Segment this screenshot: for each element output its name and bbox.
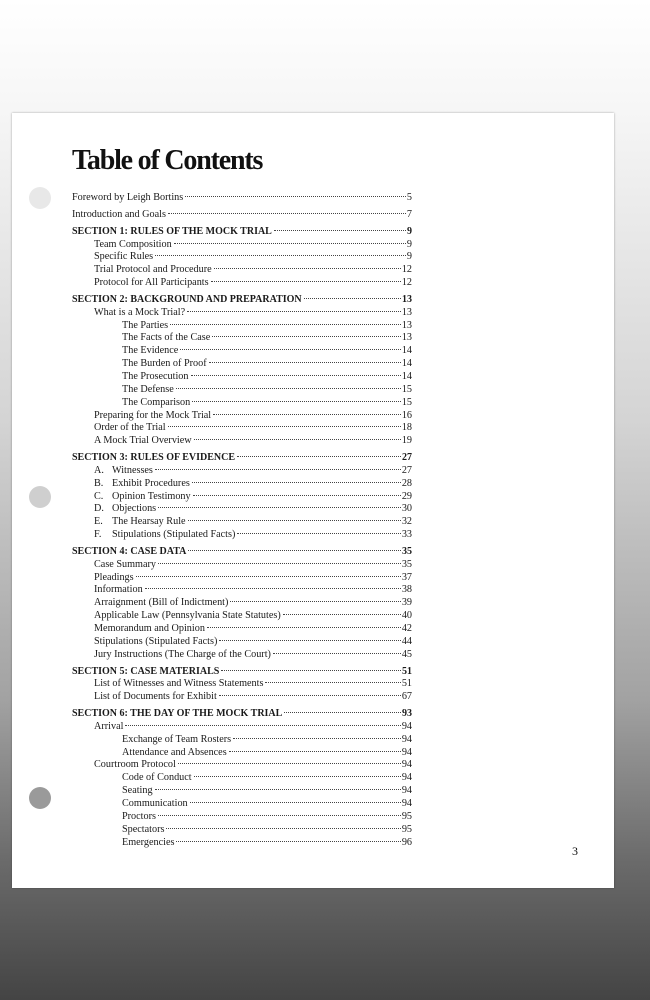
toc-entry [72,251,412,264]
toc-entry-page-number: 94 [401,772,412,784]
toc-entry [72,691,412,704]
dot-leader [233,738,401,739]
toc-entry-label: The Facts of the Case [122,332,211,344]
toc-entry [72,239,412,252]
dot-leader [168,213,406,214]
toc-entry-page-number: 7 [406,208,412,220]
toc-entry-page-number: 42 [401,623,412,634]
toc-entry [72,785,412,798]
toc-entry-page-number: 45 [401,648,412,660]
toc-entry [72,623,412,636]
toc-entry [72,478,412,491]
toc-entry-label: Exchange of Team Rosters [122,733,232,745]
dot-leader [284,712,401,713]
dot-leader [230,601,400,602]
toc-entry [72,410,412,423]
dot-leader [180,349,401,350]
toc-entry-letter: F. [94,529,102,541]
toc-entry-page-number: 67 [401,691,412,703]
dot-leader [188,520,401,521]
dot-leader [174,243,406,244]
binder-hole [29,787,51,809]
dot-leader [209,362,401,363]
dot-leader [158,507,401,508]
dot-leader [188,550,401,551]
toc-entry-label: SECTION 2: BACKGROUND AND PREPARATION [72,293,302,305]
dot-leader [155,789,401,790]
dot-leader [185,196,406,197]
toc-entry-label: The Hearsay Rule [112,516,186,528]
toc-entry-label: Memorandum and Opinion [94,623,205,634]
dot-leader [273,653,401,654]
toc-entry [72,435,412,448]
toc-entry-letter: B. [94,477,104,489]
toc-entry [72,597,412,610]
toc-entry-label: Opinion Testimony [112,490,191,502]
toc-entry-label: SECTION 1: RULES OF THE MOCK TRIAL [72,225,272,237]
toc-entry-label: SECTION 3: RULES OF EVIDENCE [72,452,235,464]
toc-entry-page-number: 30 [401,503,412,515]
toc-entry [72,384,412,397]
toc-entry [72,559,412,572]
toc-entry [72,397,412,410]
dot-leader [176,841,400,842]
dot-leader [194,439,401,440]
toc-entry-label: Trial Protocol and Procedure [94,264,212,276]
toc-entry-page-number: 35 [402,545,412,557]
toc-entry-page-number: 15 [401,383,412,395]
toc-entry-page-number: 40 [401,610,412,622]
toc-entry-label: Protocol for All Participants [94,277,209,289]
dot-leader [211,281,401,282]
toc-entry-page-number: 95 [401,823,412,835]
toc-entry [72,572,412,585]
toc-entry [72,636,412,649]
toc-entry-page-number: 14 [401,370,412,382]
toc-entry-page-number: 44 [401,635,412,647]
dot-leader [168,426,401,427]
toc-entry-label: Stipulations (Stipulated Facts) [94,635,218,647]
toc-entry-page-number: 93 [402,708,412,720]
toc-entry-page-number: 32 [401,516,412,528]
document-page [12,113,614,888]
toc-entry-page-number: 29 [401,490,412,502]
toc-entry-page-number: 28 [401,477,412,489]
toc-entry-label: Introduction and Goals [72,208,166,220]
toc-entry [72,277,412,290]
page-number: 3 [572,844,578,858]
toc-entry-label: SECTION 4: CASE DATA [72,545,187,557]
dot-leader [166,828,400,829]
toc-entry-page-number: 5 [406,192,412,203]
toc-entry-page-number: 94 [401,785,412,797]
toc-entry-label: A Mock Trial Overview [94,435,192,447]
toc-entry [72,209,412,222]
dot-leader [155,469,401,470]
toc-entry [72,759,412,772]
toc-entry-label: Emergencies [122,836,175,848]
dot-leader [221,670,401,671]
dot-leader [214,268,401,269]
toc-entry-page-number: 51 [402,665,412,677]
dot-leader [176,388,401,389]
toc-entry-label: Witnesses [112,464,153,476]
toc-entry [72,264,412,277]
toc-entry [72,516,412,529]
toc-entry-label: Arraignment (Bill of Indictment) [94,597,229,609]
toc-entry [72,332,412,345]
toc-entry-label: Case Summary [94,558,156,570]
toc-entry-page-number: 12 [401,277,412,289]
toc-entry-page-number: 13 [401,319,412,331]
toc-entry-label: The Prosecution [122,370,189,382]
dot-leader [192,401,401,402]
toc-entry-label: Stipulations (Stipulated Facts) [112,529,236,541]
toc-entry [72,345,412,358]
toc-entry-label: List of Documents for Exhibit [94,691,217,703]
toc-entry-letter: E. [94,516,103,528]
toc-entry-page-number: 37 [401,571,412,583]
toc-entry-label: The Burden of Proof [122,358,207,370]
toc-entry-label: Exhibit Procedures [112,477,190,489]
toc-entry-label: Code of Conduct [122,772,192,784]
toc-entry-label: Arrival [94,720,124,732]
toc-entry-page-number: 19 [401,435,412,447]
toc-entry-page-number: 33 [401,529,412,541]
toc-entry-page-number: 13 [401,332,412,344]
toc-entry-page-number: 94 [401,759,412,771]
dot-leader [191,375,401,376]
toc-entry-label: SECTION 6: THE DAY OF THE MOCK TRIAL [72,708,283,720]
toc-entry-page-number: 9 [406,238,412,250]
toc-entry-label: Team Composition [94,238,172,250]
toc-entry-label: Communication [122,797,188,809]
toc-entry [72,811,412,824]
toc-entry-letter: D. [94,503,104,515]
toc-entry [72,798,412,811]
toc-entry-page-number: 9 [407,225,412,237]
toc-entry-page-number: 35 [401,558,412,570]
dot-leader [213,414,401,415]
toc-entry-page-number: 39 [401,597,412,609]
dot-leader [274,230,406,231]
toc-entry-page-number: 15 [401,396,412,408]
dot-leader [237,533,400,534]
toc-entry-page-number: 51 [401,678,412,690]
toc-entry-label: Information [94,584,143,596]
toc-entry-letter: A. [94,464,104,476]
toc-entry-page-number: 14 [401,358,412,370]
toc-section-heading [72,294,412,307]
toc-entry-page-number: 14 [401,345,412,357]
toc-entry-page-number: 9 [406,251,412,263]
toc-entry-page-number: 96 [401,836,412,848]
dot-leader [187,311,401,312]
toc-entry-label: Attendance and Absences [122,746,227,758]
dot-leader [158,563,401,564]
dot-leader [178,763,401,764]
toc-entry [72,320,412,333]
toc-entry-page-number: 94 [401,720,412,732]
dot-leader [219,695,401,696]
toc-entry-page-number: 94 [401,797,412,809]
dot-leader [170,324,401,325]
binder-hole [29,486,51,508]
toc-entry [72,371,412,384]
dot-leader [158,815,401,816]
toc-entry-label: Seating [122,785,153,797]
toc-entry [72,307,412,320]
toc-entry-page-number: 16 [401,409,412,421]
toc-entry [72,422,412,435]
dot-leader [212,336,401,337]
toc-entry-label: What is a Mock Trial? [94,306,186,318]
toc-section-heading [72,708,412,721]
toc-entry-page-number: 13 [401,306,412,318]
toc-entry-label: The Comparison [122,396,191,408]
toc-entry-page-number: 95 [401,810,412,822]
dot-leader [207,627,401,628]
dot-leader [192,482,401,483]
toc-entry-label: SECTION 5: CASE MATERIALS [72,665,220,677]
toc-entry [72,491,412,504]
toc-entry-page-number: 12 [401,264,412,276]
toc-entry [72,584,412,597]
toc-entry-label: Order of the Trial [94,422,166,434]
dot-leader [194,776,401,777]
toc-entry-label: Spectators [122,823,165,835]
toc-section-heading [72,546,412,559]
toc-entry [72,610,412,623]
toc-entry-label: Applicable Law (Pennsylvania State Statutes) [94,610,281,622]
dot-leader [229,751,401,752]
toc-entry-page-number: 13 [402,293,412,305]
toc-entry [72,529,412,542]
toc-entry [72,503,412,516]
toc-section-heading [72,452,412,465]
toc-entry-label: List of Witnesses and Witness Statements [94,678,264,690]
dot-leader [190,802,401,803]
toc-entry-label: The Evidence [122,345,179,357]
toc-entry-page-number: 94 [401,733,412,745]
toc-entry-page-number: 38 [401,584,412,596]
toc-entry-label: Jury Instructions (The Charge of the Court) [94,648,271,660]
toc-entry-label: Proctors [122,810,156,822]
toc-section-heading [72,226,412,239]
toc-entry [72,837,412,850]
toc-entry-page-number: 94 [401,746,412,758]
toc-entry [72,465,412,478]
toc-entry-label: Courtroom Protocol [94,759,176,771]
table-of-contents [72,192,412,849]
page-title: Table of Contents [72,145,263,176]
toc-entry-label: Foreword by Leigh Bortins [72,192,184,203]
dot-leader [155,255,406,256]
toc-entry [72,772,412,785]
toc-entry [72,192,412,205]
dot-leader [136,576,401,577]
dot-leader [237,456,401,457]
toc-section-heading [72,666,412,679]
toc-entry-label: Preparing for the Mock Trial [94,409,212,421]
dot-leader [193,495,401,496]
toc-entry-label: The Parties [122,319,169,331]
toc-entry-label: Objections [112,503,157,515]
dot-leader [283,614,401,615]
toc-entry-page-number: 27 [401,464,412,476]
toc-entry-page-number: 27 [402,452,412,464]
toc-entry [72,747,412,760]
toc-entry-label: Pleadings [94,571,134,583]
toc-entry [72,649,412,662]
dot-leader [304,298,401,299]
dot-leader [219,640,400,641]
dot-leader [145,588,401,589]
toc-entry-letter: C. [94,490,104,502]
toc-entry [72,721,412,734]
toc-entry [72,358,412,371]
toc-entry [72,824,412,837]
dot-leader [265,682,400,683]
toc-entry-label: Specific Rules [94,251,154,263]
toc-entry [72,678,412,691]
toc-entry [72,734,412,747]
toc-entry-page-number: 18 [401,422,412,434]
toc-entry-label: The Defense [122,383,174,395]
binder-hole [29,187,51,209]
dot-leader [125,725,400,726]
